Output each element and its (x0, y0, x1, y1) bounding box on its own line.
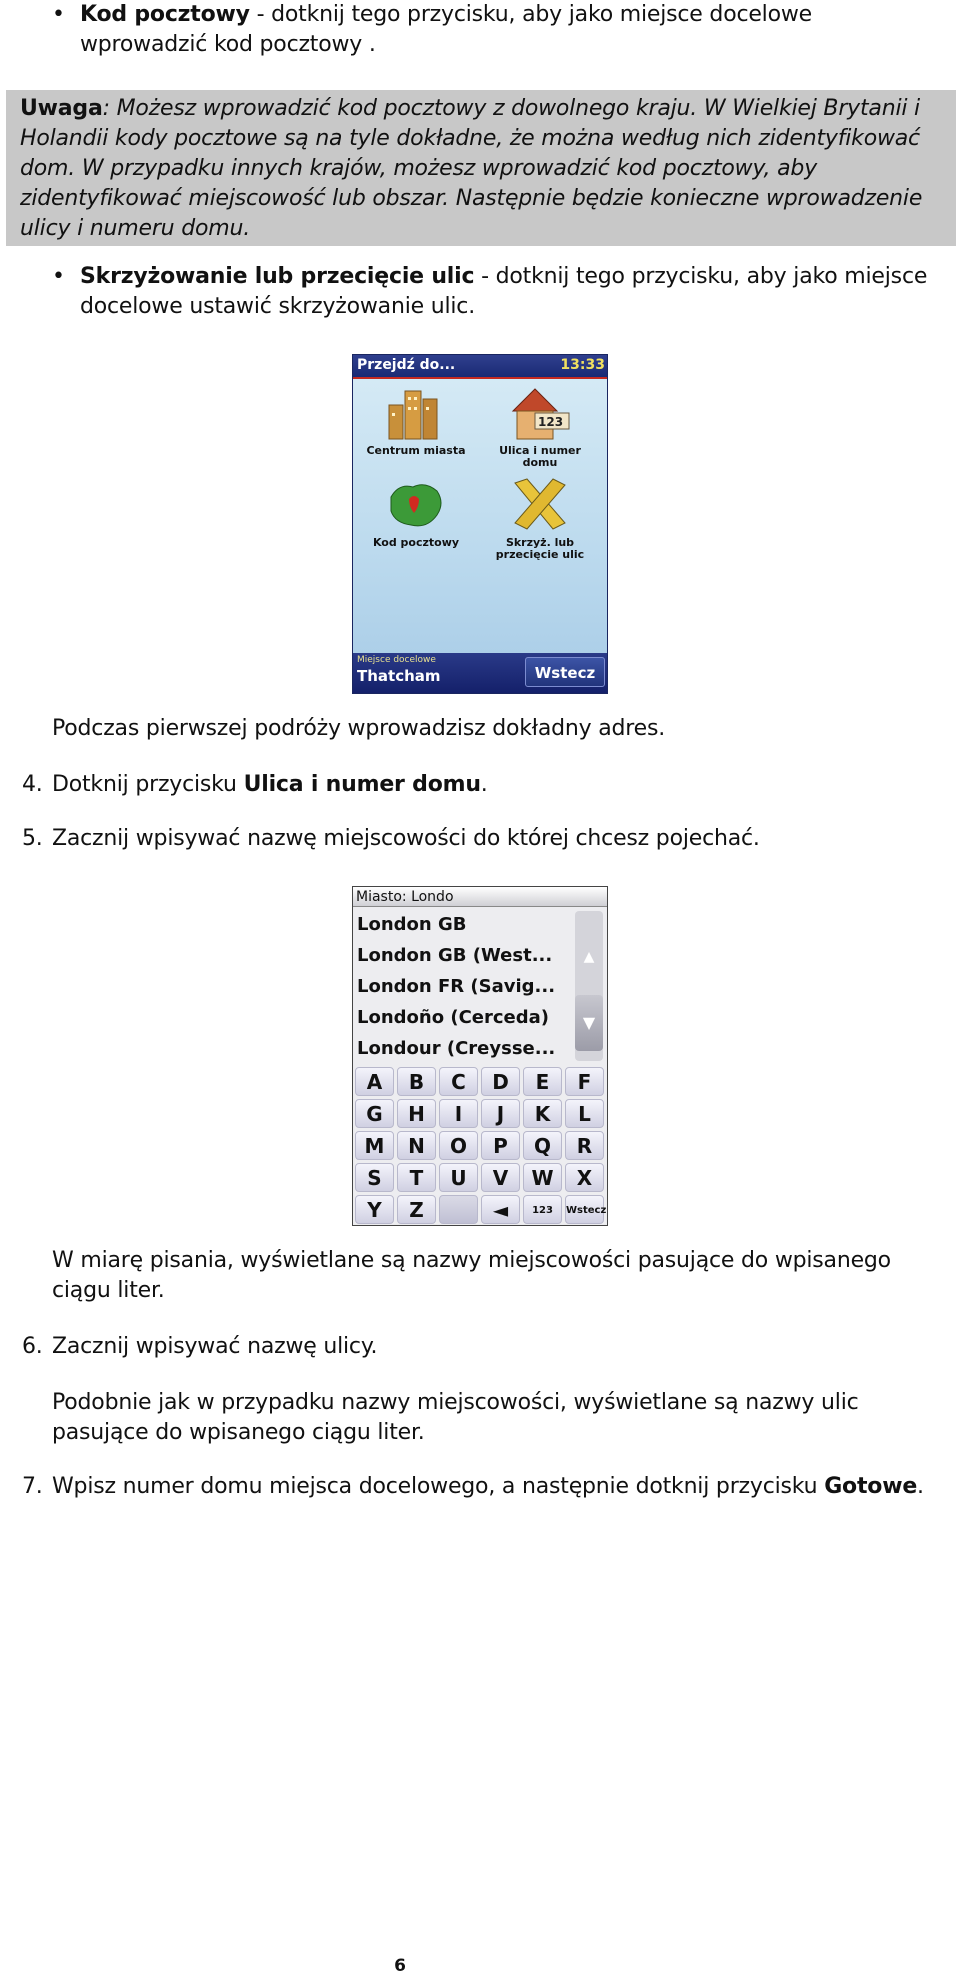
keyboard-key[interactable]: C (439, 1067, 478, 1096)
keyboard-key[interactable]: D (481, 1067, 520, 1096)
screen-time: 13:33 (560, 357, 605, 373)
bullet-postcode-bold: Kod pocztowy (80, 2, 250, 27)
keyboard-key[interactable]: Q (523, 1131, 562, 1160)
city-center-icon (381, 385, 451, 441)
keyboard-key[interactable]: G (355, 1099, 394, 1128)
key-blank[interactable] (439, 1195, 478, 1224)
note-body: : Możesz wprowadzić kod pocztowy z dowolnego kraju. W Wielkiej Brytanii i Holandii kody pocztowe są na tyle dokładne, że można według nich zidentyfikować dom. W przypadku innych krajów, możesz wprowadzić kod pocztowy, aby zidentyfikować miejscowość lub obszar. Następnie będzie konieczne wprowadzenie ulicy i numeru domu. (20, 96, 923, 241)
list-item[interactable]: London FR (Savig... (357, 976, 556, 997)
keyboard-key[interactable]: W (523, 1163, 562, 1192)
keyboard-key[interactable]: X (565, 1163, 604, 1192)
paragraph-street-matches: Podobnie jak w przypadku nazwy miejscowości, wyświetlane są nazwy ulic pasujące do wpisanego ciągu liter. (52, 1390, 859, 1445)
back-button[interactable]: Wstecz (525, 657, 605, 687)
step-number: 6. (22, 1334, 43, 1359)
crossing-button[interactable] (485, 477, 595, 561)
step-5-text: Zacznij wpisywać nazwę miejscowości do której chcesz pojechać. (52, 826, 760, 851)
keyboard-key[interactable]: I (439, 1099, 478, 1128)
city-center-button[interactable] (361, 385, 471, 457)
keyboard-key[interactable]: P (481, 1131, 520, 1160)
step-4-post: . (480, 772, 488, 797)
keyboard-key[interactable]: A (355, 1067, 394, 1096)
paragraph-city-matches: W miarę pisania, wyświetlane są nazwy miejscowości pasujące do wpisanego ciągu liter. (52, 1248, 891, 1303)
tile-label: Skrzyż. lub przecięcie ulic (495, 536, 585, 561)
bullet-crossing-rest: - dotknij tego przycisku, aby jako miejsce docelowe ustawić skrzyżowanie ulic. (80, 264, 928, 319)
street-house-button[interactable] (485, 385, 595, 469)
keyboard-key[interactable]: R (565, 1131, 604, 1160)
keyboard-key[interactable]: Y (355, 1195, 394, 1224)
list-scrollbar[interactable] (575, 911, 603, 1061)
bullet-crossing-bold: Skrzyżowanie lub przecięcie ulic (80, 264, 475, 289)
navigate-to-screenshot (352, 354, 608, 694)
keyboard-key[interactable]: F (565, 1067, 604, 1096)
step-6-text: Zacznij wpisywać nazwę ulicy. (52, 1334, 378, 1359)
bullet-postcode-rest: - dotknij tego przycisku, aby jako miejsce docelowe wprowadzić kod pocztowy . (80, 2, 812, 57)
step-4-bold: Ulica i numer domu (243, 772, 481, 797)
keyboard-key[interactable]: K (523, 1099, 562, 1128)
step-7-post: . (917, 1474, 924, 1499)
keyboard-key[interactable]: V (481, 1163, 520, 1192)
step-number: 4. (22, 772, 43, 797)
page-number: 6 (394, 1956, 406, 1976)
step-4-text (52, 770, 952, 800)
scroll-down-icon[interactable]: ▼ (575, 995, 603, 1051)
bullet-dot: • (52, 2, 65, 27)
tile-label: Ulica i numer domu (499, 444, 581, 469)
note-label: Uwaga (20, 96, 103, 121)
step-number: 7. (22, 1474, 43, 1499)
svg-text:123: 123 (538, 415, 564, 429)
step-7-pre: Wpisz numer domu miejsca docelowego, a następnie dotknij przycisku (52, 1474, 825, 1499)
screen-title: Przejdź do... (357, 357, 456, 373)
screen-footer (353, 653, 608, 693)
list-item[interactable]: London GB (West... (357, 945, 553, 966)
tile-label: Kod pocztowy (372, 536, 460, 549)
destination-caption: Miejsce docelowe (357, 655, 436, 665)
keyboard-key[interactable]: H (397, 1099, 436, 1128)
keyboard-key[interactable]: L (565, 1099, 604, 1128)
step-number: 5. (22, 826, 43, 851)
list-item[interactable]: Londoño (Cerceda) (357, 1007, 550, 1028)
keyboard-key[interactable]: 123 (523, 1195, 562, 1224)
city-search-header: Miasto: Londo (353, 887, 608, 907)
keyboard-key[interactable]: M (355, 1131, 394, 1160)
crossing-icon (505, 477, 575, 533)
keyboard-key[interactable]: Wstecz (565, 1195, 604, 1224)
keyboard-key[interactable]: U (439, 1163, 478, 1192)
keyboard-key[interactable]: Z (397, 1195, 436, 1224)
paragraph-first-trip: Podczas pierwszej podróży wprowadzisz dokładny adres. (52, 716, 666, 741)
keyboard-key[interactable]: J (481, 1099, 520, 1128)
postcode-icon (381, 477, 451, 533)
keyboard-key[interactable]: N (397, 1131, 436, 1160)
keyboard-key[interactable]: E (523, 1067, 562, 1096)
postcode-button[interactable] (361, 477, 471, 549)
keyboard-key[interactable]: ◄ (481, 1195, 520, 1224)
bullet-dot: • (52, 264, 65, 289)
keyboard-key[interactable]: S (355, 1163, 394, 1192)
bullet-crossing-text (80, 262, 940, 322)
keyboard-key[interactable]: T (397, 1163, 436, 1192)
list-item[interactable]: Londour (Creysse... (357, 1038, 556, 1059)
bullet-postcode-text (80, 0, 940, 60)
keyboard-key[interactable]: B (397, 1067, 436, 1096)
note-text (20, 94, 950, 244)
destination-name: Thatcham (357, 667, 441, 685)
keyboard-key[interactable]: O (439, 1131, 478, 1160)
screen-header (353, 355, 608, 379)
street-house-icon (505, 385, 575, 441)
scroll-up-icon[interactable]: ▲ (583, 949, 595, 965)
step-4-pre: Dotknij przycisku (52, 772, 244, 797)
step-7-bold: Gotowe (824, 1474, 918, 1499)
step-7-text (52, 1472, 952, 1502)
list-item[interactable]: London GB (357, 914, 467, 935)
city-search-screenshot (352, 886, 608, 1226)
note-box (6, 90, 956, 246)
tile-label: Centrum miasta (366, 444, 466, 457)
city-results-list (357, 909, 573, 1064)
